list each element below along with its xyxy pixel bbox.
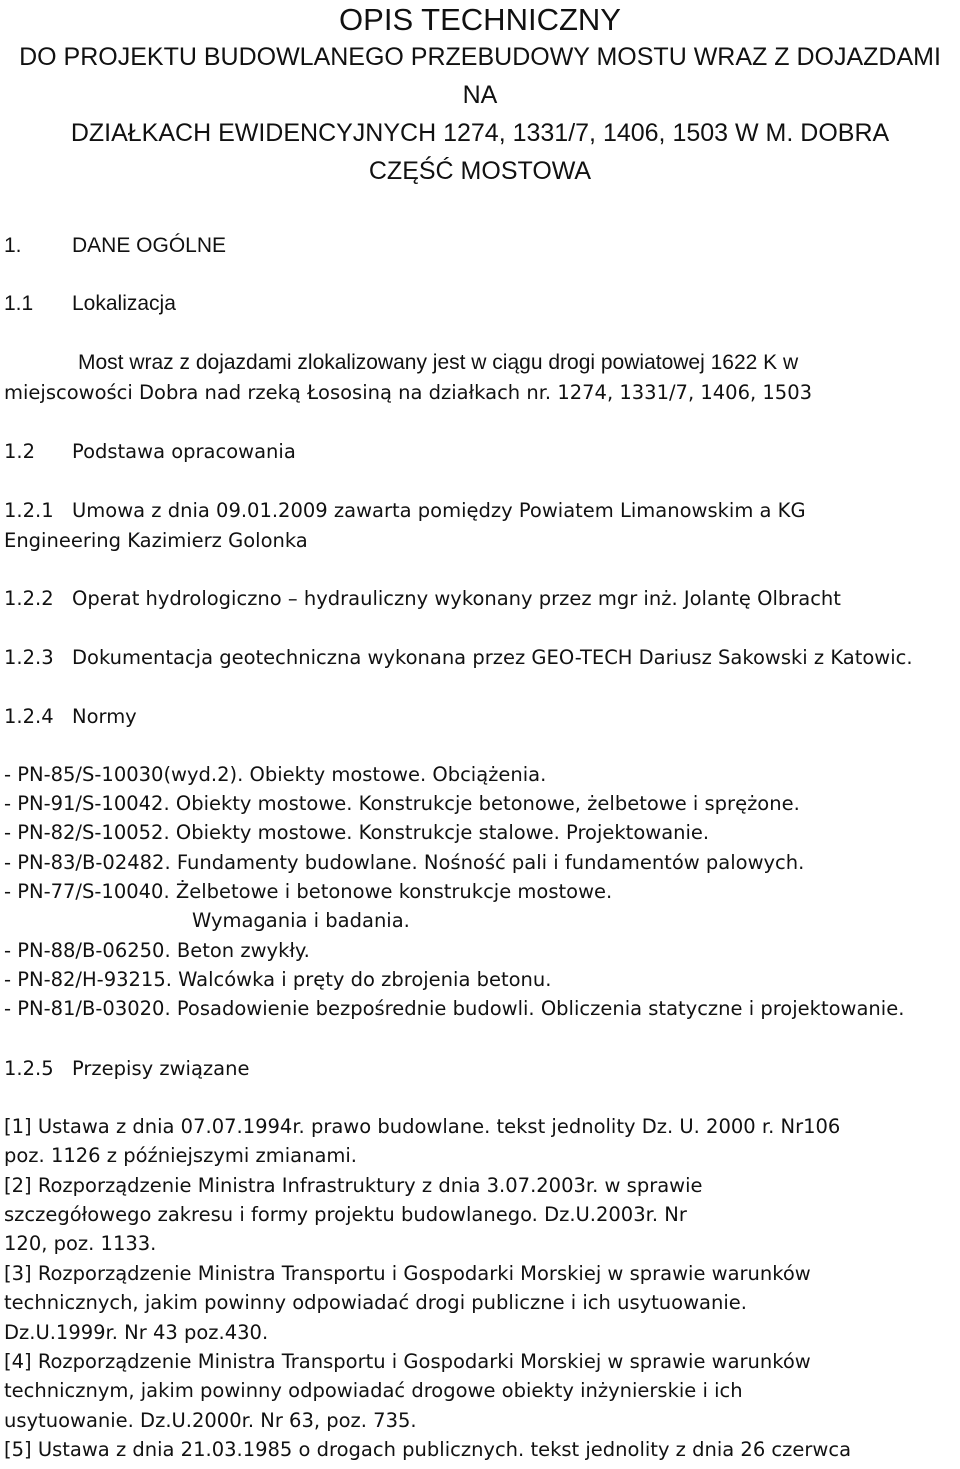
regulation-line: [4] Rozporządzenie Ministra Transportu i Gospodarki Morskiej w sprawie warunków <box>4 1350 811 1373</box>
item-title: Normy <box>72 705 137 728</box>
standard-item: - PN-77/S-10040. Żelbetowe i betonowe konstrukcje mostowe. <box>4 880 613 903</box>
item-text: Operat hydrologiczno – hydrauliczny wykonany przez mgr inż. Jolantę Olbracht <box>72 587 841 610</box>
item-text: Umowa z dnia 09.01.2009 zawarta pomiędzy Powiatem Limanowskim a KG <box>72 499 806 522</box>
item-number: 1.2.4 <box>4 705 54 728</box>
basis-item <box>4 586 841 612</box>
subsection-number: 1.2 <box>4 440 36 463</box>
subsection-heading <box>4 439 296 465</box>
section-title: DANE OGÓLNE <box>72 234 227 257</box>
basis-item <box>4 645 913 671</box>
basis-item <box>4 498 806 524</box>
paragraph-line: Most wraz z dojazdami zlokalizowany jest w ciągu drogi powiatowej 1622 K w <box>78 351 799 374</box>
item-number: 1.2.2 <box>4 587 54 610</box>
project-title-line-2: DZIAŁKACH EWIDENCYJNYCH 1274, 1331/7, 1406, 1503 W M. DOBRA <box>70 119 890 147</box>
standard-item: - PN-91/S-10042. Obiekty mostowe. Konstrukcje betonowe, żelbetowe i sprężone. <box>4 792 800 815</box>
item-number: 1.2.1 <box>4 499 54 522</box>
project-title-line-1: DO PROJEKTU BUDOWLANEGO PRZEBUDOWY MOSTU WRAZ Z DOJAZDAMI NA <box>19 43 941 109</box>
document-header <box>0 0 960 190</box>
section-heading <box>4 233 226 259</box>
standard-item: - PN-88/B-06250. Beton zwykły. <box>4 939 310 962</box>
section-number: 1. <box>4 234 22 257</box>
regulation-line: technicznym, jakim powinny odpowiadać drogowe obiekty inżynierskie i ich <box>4 1379 743 1402</box>
standard-item: - PN-82/H-93215. Walcówka i pręty do zbrojenia betonu. <box>4 968 552 991</box>
item-text: Dokumentacja geotechniczna wykonana przez GEO-TECH Dariusz Sakowski z Katowic. <box>72 646 913 669</box>
document-title: OPIS TECHNICZNY <box>339 2 621 37</box>
basis-item <box>4 1056 249 1082</box>
item-title: Przepisy związane <box>72 1057 250 1080</box>
subsection-title: Podstawa opracowania <box>72 440 296 463</box>
standard-item: - PN-83/B-02482. Fundamenty budowlane. Nośność pali i fundamentów palowych. <box>4 851 805 874</box>
standard-item: - PN-85/S-10030(wyd.2). Obiekty mostowe. Obciążenia. <box>4 763 547 786</box>
regulation-line: usytuowanie. Dz.U.2000r. Nr 63, poz. 735. <box>4 1409 417 1432</box>
regulation-line: Dz.U.1999r. Nr 43 poz.430. <box>4 1321 269 1344</box>
project-title-line-3: CZĘŚĆ MOSTOWA <box>368 157 592 185</box>
regulation-line: [3] Rozporządzenie Ministra Transportu i Gospodarki Morskiej w sprawie warunków <box>4 1262 811 1285</box>
regulation-line: szczegółowego zakresu i formy projektu budowlanego. Dz.U.2003r. Nr <box>4 1203 687 1226</box>
basis-item <box>4 704 137 730</box>
subsection-heading <box>4 291 176 317</box>
regulation-line: technicznych, jakim powinny odpowiadać drogi publiczne i ich usytuowanie. <box>4 1291 747 1314</box>
basis-item-continuation: Engineering Kazimierz Golonka <box>4 529 308 552</box>
subsection-number: 1.1 <box>4 292 34 315</box>
item-number: 1.2.3 <box>4 646 54 669</box>
regulation-line: [1] Ustawa z dnia 07.07.1994r. prawo budowlane. tekst jednolity Dz. U. 2000 r. Nr106 <box>4 1115 841 1138</box>
paragraph-line: miejscowości Dobra nad rzeką Łososiną na działkach nr. 1274, 1331/7, 1406, 1503 <box>4 381 813 404</box>
regulation-line: poz. 1126 z późniejszymi zmianami. <box>4 1144 357 1167</box>
standard-item-continuation: Wymagania i badania. <box>192 909 410 932</box>
subsection-title: Lokalizacja <box>72 292 176 315</box>
item-number: 1.2.5 <box>4 1057 54 1080</box>
regulation-line: [2] Rozporządzenie Ministra Infrastruktury z dnia 3.07.2003r. w sprawie <box>4 1174 703 1197</box>
standard-item: - PN-82/S-10052. Obiekty mostowe. Konstrukcje stalowe. Projektowanie. <box>4 821 710 844</box>
regulation-line: 120, poz. 1133. <box>4 1232 157 1255</box>
standard-item: - PN-81/B-03020. Posadowienie bezpośrednie budowli. Obliczenia statyczne i projektowanie. <box>4 997 905 1020</box>
regulation-line: [5] Ustawa z dnia 21.03.1985 o drogach publicznych. tekst jednolity z dnia 26 czerwca <box>4 1438 852 1461</box>
